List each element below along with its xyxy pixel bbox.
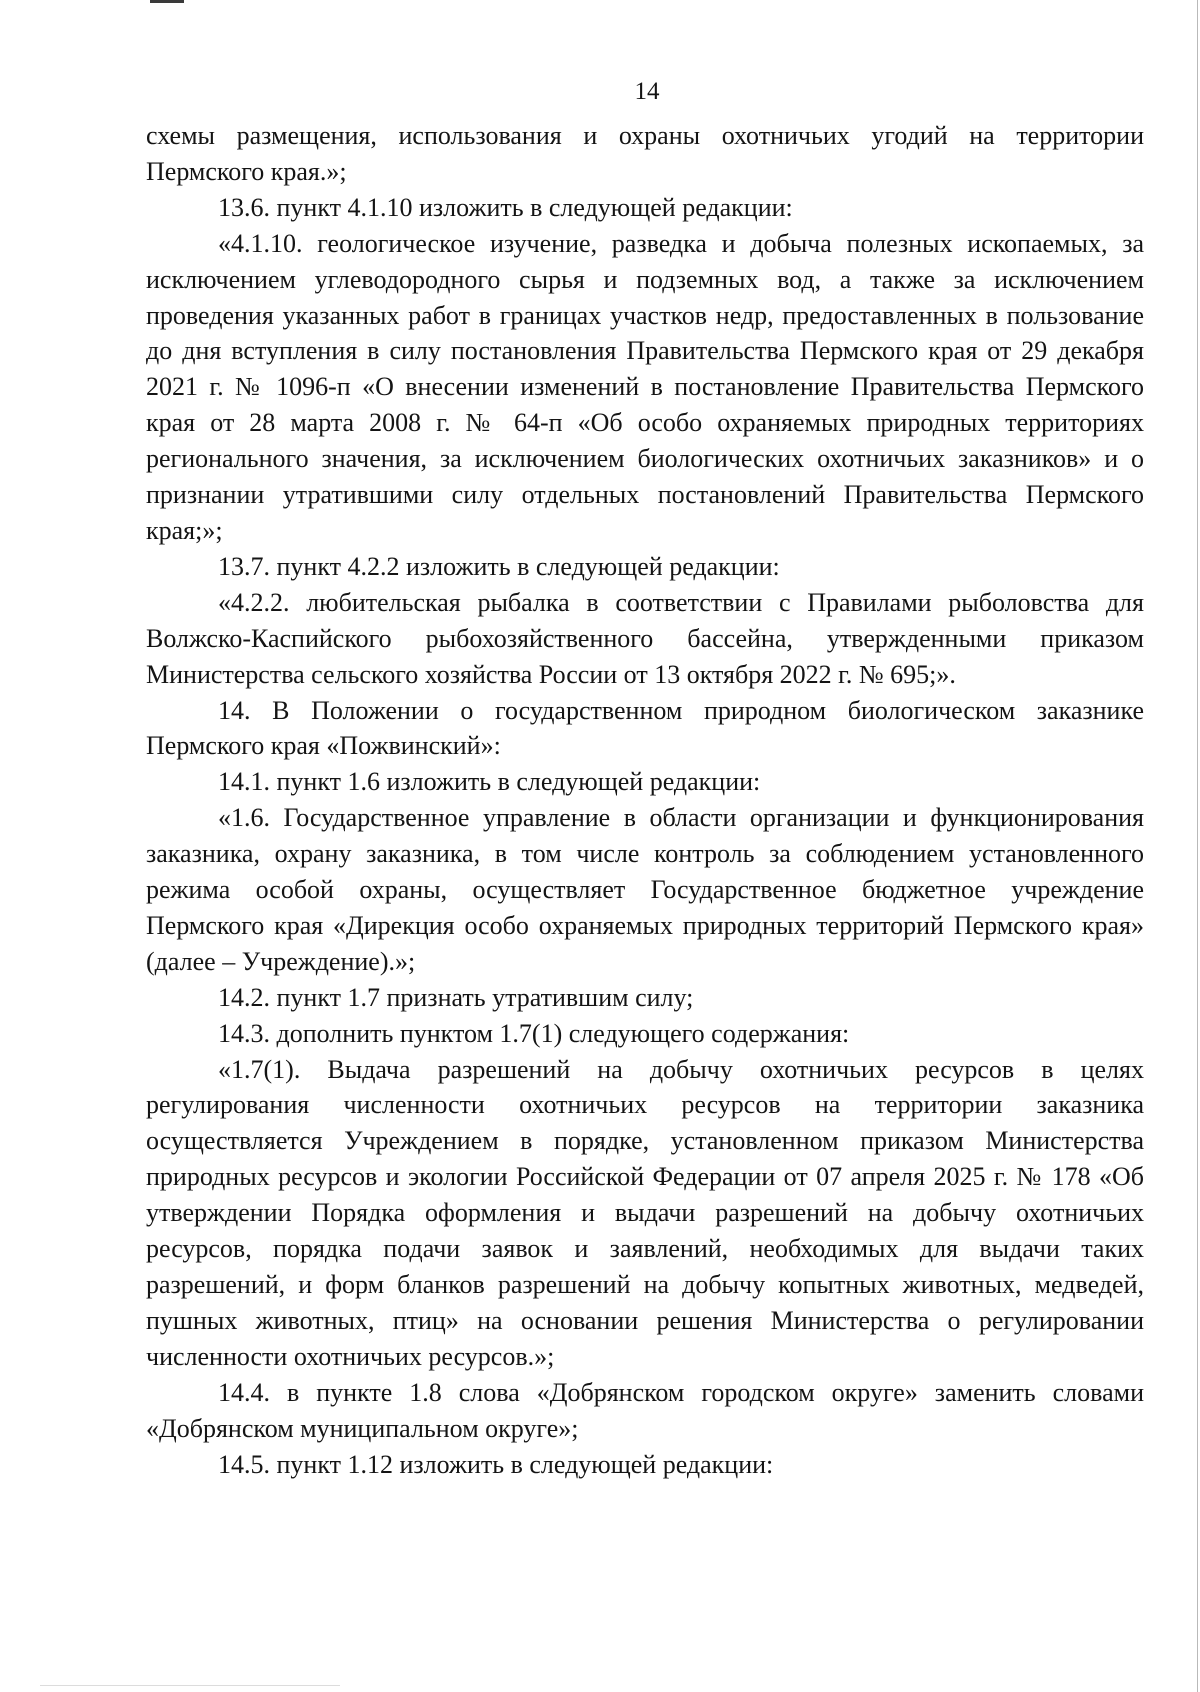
paragraph-continuation: схемы размещения, использования и охраны охотничьих угодий на территории Пермского края.»; xyxy=(146,121,1144,186)
paragraph-item-14: 14. В Положении о государственном природном биологическом заказнике Пермского края «Пожвинский»: xyxy=(146,695,1144,761)
page-number: 14 xyxy=(634,78,660,105)
scan-artifact-top xyxy=(150,0,184,3)
document-body xyxy=(146,118,1144,1482)
paragraph-quote-1-6: «1.6. Государственное управление в области организации и функционирования заказника, охрану заказника, в том числе контроль за соблюдением установленного режима особой охраны, осуществляет Государственное бюджетное учреждение Пермского края «Дирекция особо охраняемых природных территорий Пермского края» (далее – Учреждение).»; xyxy=(146,803,1144,976)
paragraph-quote-4-2-2: «4.2.2. любительская рыбалка в соответствии с Правилами рыболовства для Волжско-Каспийского рыбохозяйственного бассейна, утвержденными приказом Министерства сельского хозяйства России от 13 октября 2022 г. № 695;». xyxy=(146,587,1144,689)
paragraph-item-14-3: 14.3. дополнить пунктом 1.7(1) следующего содержания: xyxy=(218,1018,850,1048)
paragraph-item-14-2: 14.2. пункт 1.7 признать утратившим силу; xyxy=(218,982,694,1012)
paragraph-item-14-5: 14.5. пункт 1.12 изложить в следующей редакции: xyxy=(218,1449,774,1479)
paragraph-item-13-6: 13.6. пункт 4.1.10 изложить в следующей редакции: xyxy=(218,192,793,222)
scan-artifact-bottom xyxy=(40,1685,340,1686)
scan-artifact-right-edge xyxy=(1197,0,1198,1692)
paragraph-quote-1-7-1: «1.7(1). Выдача разрешений на добычу охотничьих ресурсов в целях регулирования численности охотничьих ресурсов на территории заказника осуществляется Учреждением в порядке, установленном приказом Министерства природных ресурсов и экологии Российской Федерации от 07 апреля 2025 г. № 178 «Об утверждении Порядка оформления и выдачи разрешений на добычу охотничьих ресурсов, порядка подачи заявок и заявлений, необходимых для выдачи таких разрешений, и форм бланков разрешений на добычу копытных животных, медведей, пушных животных, птиц» на основании решения Министерства о регулировании численности охотничьих ресурсов.»; xyxy=(146,1054,1144,1371)
paragraph-quote-4-1-10: «4.1.10. геологическое изучение, разведка и добыча полезных ископаемых, за исключением углеводородного сырья и подземных вод, а также за исключением проведения указанных работ в границах участков недр, предоставленных в пользование до дня вступления в силу постановления Правительства Пермского края от 29 декабря 2021 г. № 1096-п «О внесении изменений в постановление Правительства Пермского края от 28 марта 2008 г. № 64-п «Об особо охраняемых природных территориях регионального значения, за исключением биологических охотничьих заказников» и о признании утратившими силу отдельных постановлений Правительства Пермского края;»; xyxy=(146,228,1144,545)
paragraph-item-14-1: 14.1. пункт 1.6 изложить в следующей редакции: xyxy=(218,767,761,797)
paragraph-item-13-7: 13.7. пункт 4.2.2 изложить в следующей редакции: xyxy=(218,551,780,581)
paragraph-item-14-4: 14.4. в пункте 1.8 слова «Добрянском городском округе» заменить словами «Добрянском муниципальном округе»; xyxy=(146,1377,1144,1443)
